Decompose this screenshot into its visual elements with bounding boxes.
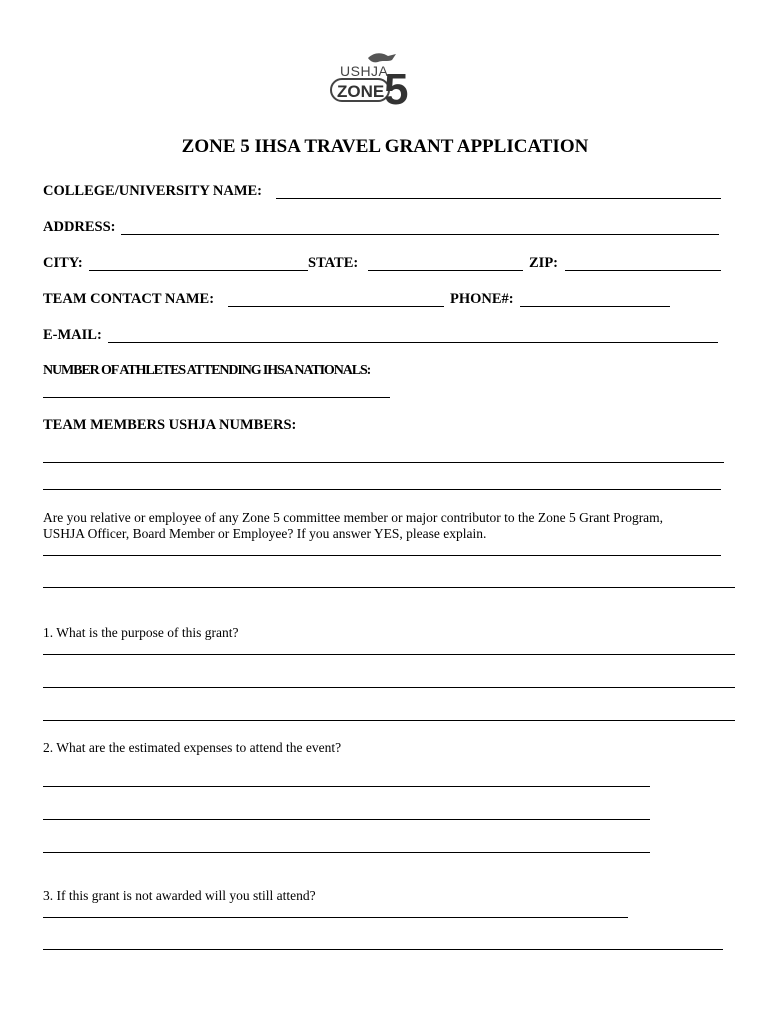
athletes-label: NUMBER OF ATHLETES ATTENDING IHSA NATIONALS: (43, 363, 371, 378)
college-input-line[interactable] (276, 198, 721, 199)
email-label: E-MAIL: (43, 327, 102, 343)
q1-answer-line-3[interactable] (43, 720, 735, 721)
phone-label: PHONE#: (450, 291, 514, 307)
relative-answer-line-1[interactable] (43, 555, 721, 556)
college-label: COLLEGE/UNIVERSITY NAME: (43, 183, 263, 199)
relative-question-line1: Are you relative or employee of any Zone 5 committee member or major contributor to the Zone 5 Grant Program, (43, 510, 664, 525)
logo-main-text: ZONE (337, 82, 385, 101)
zip-label: ZIP: (529, 255, 558, 271)
city-input-line[interactable] (89, 270, 308, 271)
form-title: ZONE 5 IHSA TRAVEL GRANT APPLICATION (181, 136, 589, 157)
athletes-input-line[interactable] (43, 397, 390, 398)
address-label: ADDRESS: (43, 219, 116, 235)
question-2: 2. What are the estimated expenses to attend the event? (43, 740, 342, 755)
horse-jumper-icon (368, 53, 396, 62)
logo-top-text: USHJA (340, 63, 389, 79)
logo-number: 5 (384, 65, 409, 110)
email-input-line[interactable] (108, 342, 718, 343)
zip-input-line[interactable] (565, 270, 721, 271)
q3-answer-line-2[interactable] (43, 949, 723, 950)
q1-answer-line-1[interactable] (43, 654, 735, 655)
q2-answer-line-1[interactable] (43, 786, 650, 787)
address-input-line[interactable] (121, 234, 719, 235)
relative-question-line2: USHJA Officer, Board Member or Employee? If you answer YES, please explain. (43, 526, 487, 541)
relative-answer-line-2[interactable] (43, 587, 735, 588)
q2-answer-line-3[interactable] (43, 852, 650, 853)
members-label: TEAM MEMBERS USHJA NUMBERS: (43, 417, 297, 433)
state-input-line[interactable] (368, 270, 523, 271)
question-3: 3. If this grant is not awarded will you still attend? (43, 888, 316, 903)
members-input-line-1[interactable] (43, 462, 724, 463)
question-1: 1. What is the purpose of this grant? (43, 625, 239, 640)
contact-input-line[interactable] (228, 306, 444, 307)
ushja-zone5-logo (326, 50, 416, 110)
q2-answer-line-2[interactable] (43, 819, 650, 820)
contact-label: TEAM CONTACT NAME: (43, 291, 215, 307)
state-label: STATE: (308, 255, 359, 271)
city-label: CITY: (43, 255, 83, 271)
q3-answer-line-1[interactable] (43, 917, 628, 918)
phone-input-line[interactable] (520, 306, 670, 307)
members-input-line-2[interactable] (43, 489, 721, 490)
q1-answer-line-2[interactable] (43, 687, 735, 688)
